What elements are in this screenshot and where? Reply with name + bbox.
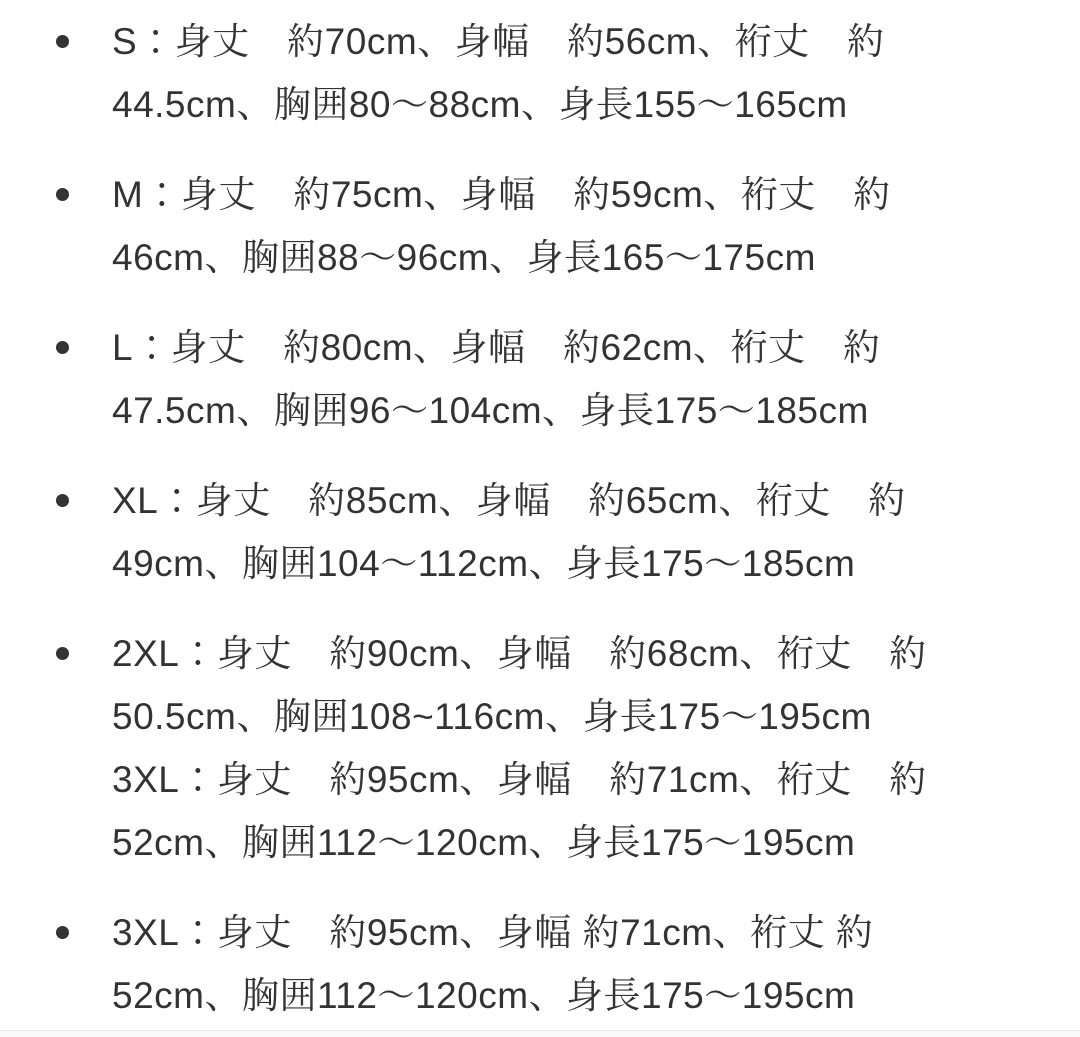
size-item-l (112, 316, 1050, 442)
size-spec-line: 49cm、胸囲104〜112cm、身長175〜185cm (112, 543, 856, 584)
bullet-icon (56, 341, 69, 354)
size-spec-line: XL：身丈 約85cm、身幅 約65cm、裄丈 約 (112, 480, 906, 521)
size-spec-line: 2XL：身丈 約90cm、身幅 約68cm、裄丈 約 (112, 633, 927, 674)
bullet-icon (56, 926, 69, 939)
size-item-2xl-3xl (112, 622, 1050, 874)
size-spec-line: M：身丈 約75cm、身幅 約59cm、裄丈 約 (112, 174, 891, 215)
size-spec-line: 3XL：身丈 約95cm、身幅 約71cm、裄丈 約 (112, 759, 927, 800)
size-spec-line: 52cm、胸囲112〜120cm、身長175〜195cm (112, 822, 856, 863)
bullet-icon (56, 35, 69, 48)
size-spec-line: 47.5cm、胸囲96〜104cm、身長175〜185cm (112, 390, 869, 431)
bullet-icon (56, 647, 69, 660)
size-item-xl (112, 469, 1050, 595)
bottom-divider (0, 1030, 1080, 1037)
size-spec-line: 46cm、胸囲88〜96cm、身長165〜175cm (112, 237, 816, 278)
size-spec-line: S：身丈 約70cm、身幅 約56cm、裄丈 約 (112, 21, 885, 62)
size-item-m (112, 163, 1050, 289)
size-item-s (112, 10, 1050, 136)
size-spec-line: 44.5cm、胸囲80〜88cm、身長155〜165cm (112, 84, 848, 125)
size-spec-line: L：身丈 約80cm、身幅 約62cm、裄丈 約 (112, 327, 881, 368)
size-spec-line: 3XL：身丈 約95cm、身幅 約71cm、裄丈 約 (112, 912, 874, 953)
size-item-3xl (112, 901, 1050, 1027)
bullet-icon (56, 188, 69, 201)
size-spec-line: 50.5cm、胸囲108~116cm、身長175〜195cm (112, 696, 872, 737)
bullet-icon (56, 494, 69, 507)
size-spec-line: 52cm、胸囲112〜120cm、身長175〜195cm (112, 975, 856, 1016)
